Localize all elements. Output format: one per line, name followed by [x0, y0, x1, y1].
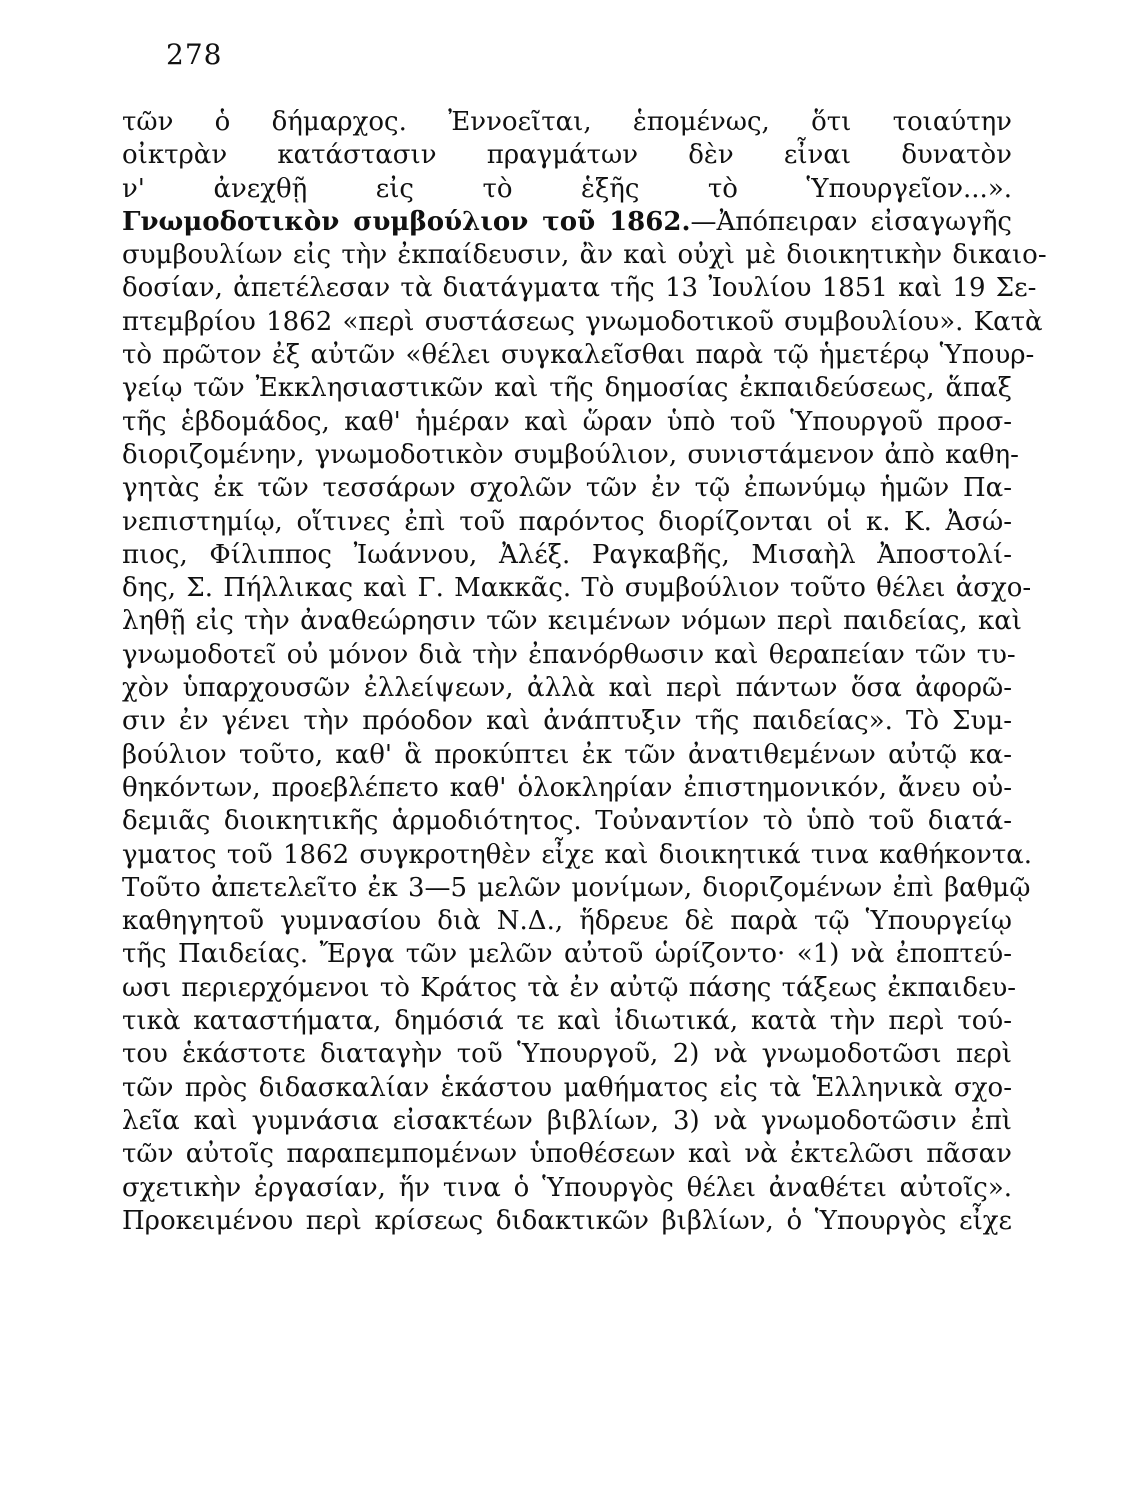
text-line: καθηγητοῦ γυμνασίου διὰ Ν.Δ., ἥδρευε δὲ παρὰ τῷ Ὑπουργείῳ: [122, 906, 1012, 937]
text-line: ωσι περιερχόμενοι τὸ Κράτος τὰ ἐν αὐτῷ πάσης τάξεως ἐκπαιδευ-: [122, 972, 1017, 1003]
text-line: συμβουλίων εἰς τὴν ἐκπαίδευσιν, ἂν καὶ οὐχὶ μὲ διοικητικὴν δικαιο-: [122, 240, 1047, 271]
text-line: διοριζομένην, γνωμοδοτικὸν συμβούλιον, συνιστάμενον ἀπὸ καθη-: [122, 439, 1019, 470]
text-line: γματος τοῦ 1862 συγκροτηθὲν εἶχε καὶ διοικητικά τινα καθήκοντα.: [122, 839, 1033, 870]
text-line: δεμιᾶς διοικητικῆς ἁρμοδιότητος. Τοὐναντίον τὸ ὑπὸ τοῦ διατά-: [122, 806, 1012, 837]
text-line: γνωμοδοτεῖ οὐ μόνον διὰ τὴν ἐπανόρθωσιν καὶ θεραπείαν τῶν τυ-: [122, 639, 1016, 670]
text-line: χὸν ὑπαρχουσῶν ἐλλείψεων, ἀλλὰ καὶ περὶ πάντων ὅσα ἀφορῶ-: [122, 673, 1012, 704]
text-line: Τοῦτο ἀπετελεῖτο ἐκ 3—5 μελῶν μονίμων, διοριζομένων ἐπὶ βαθμῷ: [122, 872, 1031, 903]
text-line: δης, Σ. Πήλλικας καὶ Γ. Μακκᾶς. Τὸ συμβούλιον τοῦτο θέλει ἀσχο-: [122, 573, 1032, 604]
text-line: τῆς Παιδείας. Ἔργα τῶν μελῶν αὐτοῦ ὡρίζοντο· «1) νὰ ἐποπτεύ-: [122, 939, 1012, 970]
text-line: τὸ πρῶτον ἐξ αὐτῶν «θέλει συγκαλεῖσθαι παρὰ τῷ ἡμετέρῳ Ὑπουρ-: [122, 340, 1035, 371]
text-line: σχετικὴν ἐργασίαν, ἥν τινα ὁ Ὑπουργὸς θέλει ἀναθέτει αὐτοῖς».: [122, 1172, 1012, 1203]
text-line: [122, 1238, 1012, 1271]
page-number: 278: [166, 38, 223, 71]
text-line: τῶν ὁ δήμαρχος. Ἐννοεῖται, ἑπομένως, ὅτι τοιαύτην: [122, 107, 1012, 137]
text-line: δοσίαν, ἀπετέλεσαν τὰ διατάγματα τῆς 13 Ἰουλίου 1851 καὶ 19 Σε-: [122, 273, 1037, 304]
text-line: βούλιον τοῦτο, καθ' ἃ προκύπτει ἐκ τῶν ἀνατιθεμένων αὐτῷ κα-: [122, 739, 1012, 770]
text-line: τικὰ καταστήματα, δημόσιά τε καὶ ἰδιωτικά, κατὰ τὴν περὶ τού-: [122, 1006, 1012, 1037]
section-heading: Γνωμοδοτικὸν συμβούλιον τοῦ 1862.: [122, 206, 691, 237]
text-line: θηκόντων, προεβλέπετο καθ' ὁλοκληρίαν ἐπιστημονικόν, ἄνευ οὐ-: [122, 772, 1012, 803]
text-line: νεπιστημίῳ, οἵτινες ἐπὶ τοῦ παρόντος διορίζονται οἱ κ. Κ. Ἀσώ-: [122, 506, 1012, 537]
section-heading-line: [122, 206, 1012, 239]
text-line: τῶν αὐτοῖς παραπεμπομένων ὑποθέσεων καὶ νὰ ἐκτελῶσι πᾶσαν: [122, 1139, 1012, 1170]
text-line: πτεμβρίου 1862 «περὶ συστάσεως γνωμοδοτικοῦ συμβουλίου». Κατὰ: [122, 306, 1043, 337]
text-line: Προκειμένου περὶ κρίσεως διδακτικῶν βιβλίων, ὁ Ὑπουργὸς εἶχε: [122, 1205, 1012, 1236]
body-text: [122, 106, 1047, 1271]
text-line: γητὰς ἐκ τῶν τεσσάρων σχολῶν τῶν ἐν τῷ ἐπωνύμῳ ἡμῶν Πα-: [122, 473, 1012, 504]
text-line: τῶν πρὸς διδασκαλίαν ἑκάστου μαθήματος εἰς τὰ Ἑλληνικὰ σχο-: [122, 1072, 1012, 1103]
text-line: ν' ἀνεχθῇ εἰς τὸ ἑξῆς τὸ Ὑπουργεῖον...».: [122, 173, 1012, 204]
text-run: —Ἀπόπειραν εἰσαγωγῆς: [690, 206, 1012, 237]
text-line: γείῳ τῶν Ἐκκλησιαστικῶν καὶ τῆς δημοσίας ἐκπαιδεύσεως, ἅπαξ: [122, 373, 1012, 404]
text-line: του ἑκάστοτε διαταγὴν τοῦ Ὑπουργοῦ, 2) νὰ γνωμοδοτῶσι περὶ: [122, 1039, 1012, 1070]
text-line: οἰκτρὰν κατάστασιν πραγμάτων δὲν εἶναι δυνατὸν: [122, 140, 1012, 171]
text-line: σιν ἐν γένει τὴν πρόοδον καὶ ἀνάπτυξιν τῆς παιδείας». Τὸ Συμ-: [122, 706, 1012, 737]
text-line: πιος, Φίλιππος Ἰωάννου, Ἀλέξ. Ραγκαβῆς, Μισαὴλ Ἀποστολί-: [122, 539, 1012, 570]
text-line: λεῖα καὶ γυμνάσια εἰσακτέων βιβλίων, 3) νὰ γνωμοδοτῶσιν ἐπὶ: [122, 1105, 1012, 1136]
text-line: τῆς ἑβδομάδος, καθ' ἡμέραν καὶ ὥραν ὑπὸ τοῦ Ὑπουργοῦ προσ-: [122, 406, 1012, 437]
text-line: ληθῇ εἰς τὴν ἀναθεώρησιν τῶν κειμένων νόμων περὶ παιδείας, καὶ: [122, 606, 1022, 637]
